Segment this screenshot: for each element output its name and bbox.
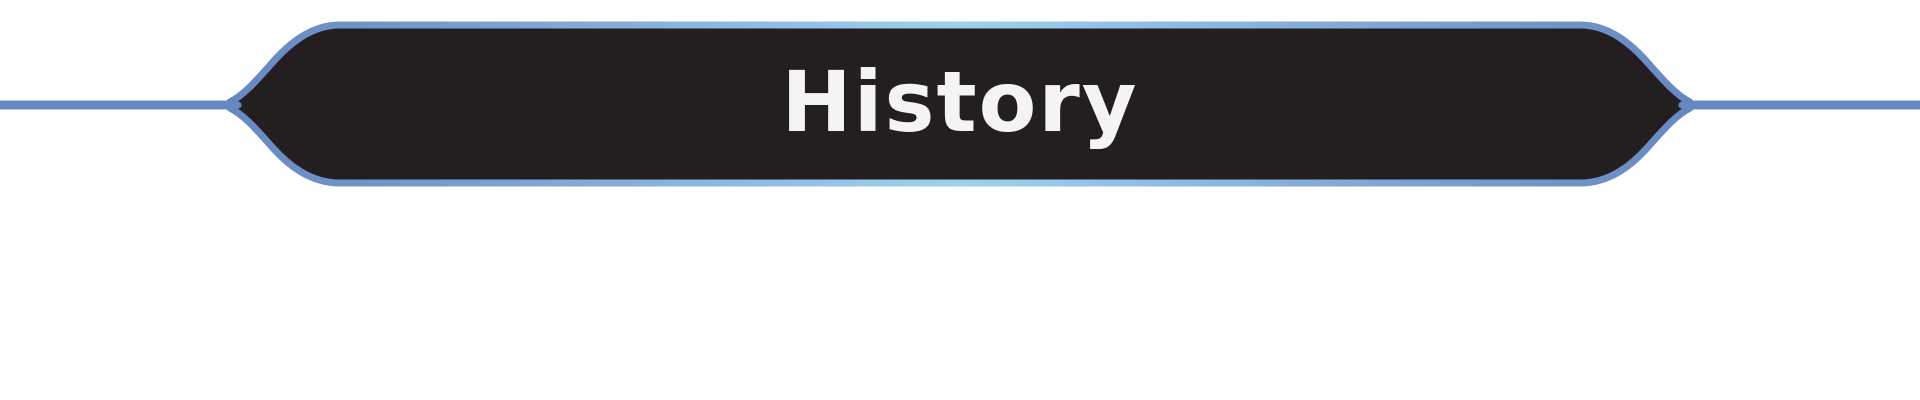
banner-title: History xyxy=(781,53,1139,151)
